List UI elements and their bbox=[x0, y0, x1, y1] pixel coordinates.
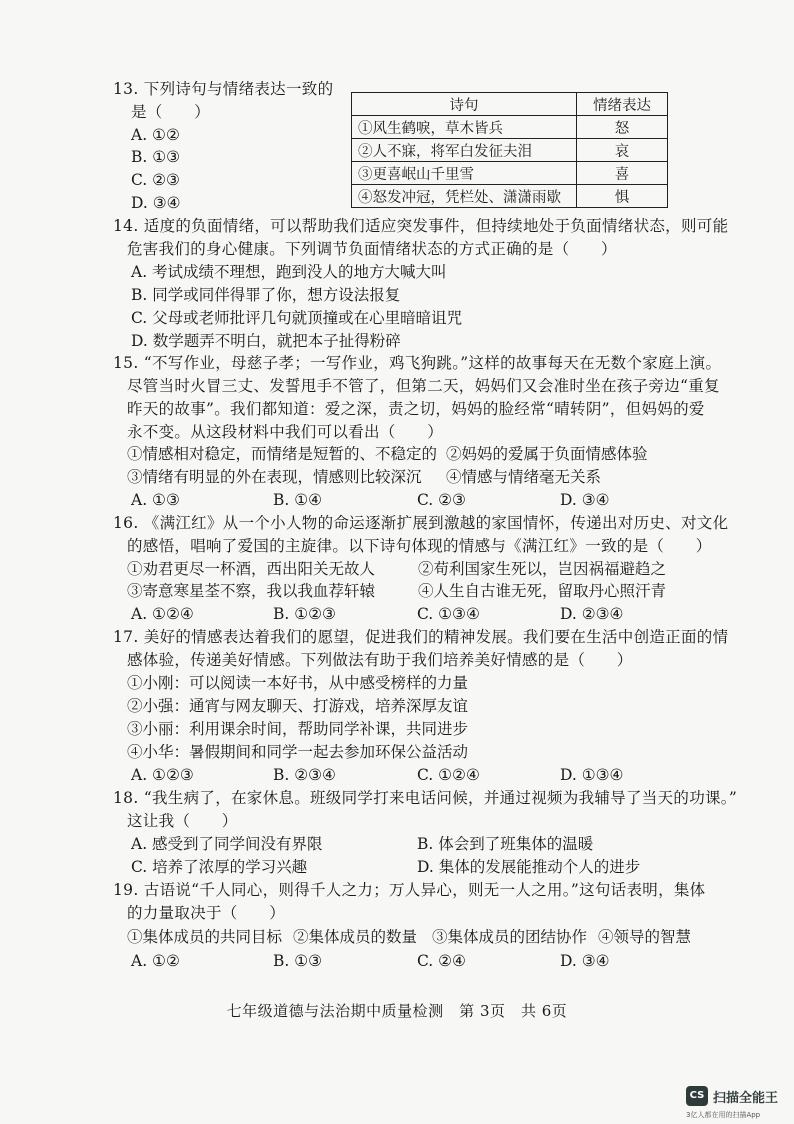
q15-statement-1: ①情感相对稳定，而情绪是短暂的、不稳定的 bbox=[127, 445, 438, 463]
q19-option-c: C. ②④ bbox=[417, 952, 466, 970]
table-row bbox=[352, 185, 668, 208]
q14-option-a: A. 考试成绩不理想，跑到没人的地方大喊大叫 bbox=[131, 263, 447, 281]
q16-statement-2: ②苟利国家生死以，岂因祸福避趋之 bbox=[418, 560, 667, 578]
q18-stem-line: 18. “我生病了，在家休息。班级同学打来电话问候，并通过视频为我辅导了当天的功课。” bbox=[113, 789, 738, 807]
q18-option-c: C. 培养了浓厚的学习兴趣 bbox=[131, 858, 308, 876]
q19-stem-line: 的力量取决于（ ） bbox=[127, 904, 286, 922]
q17-stem-line: 感体验，传递美好情感。下列做法有助于我们培养美好情感的是（ ） bbox=[127, 651, 633, 669]
q17-option-d: D. ①③④ bbox=[560, 766, 624, 784]
q15-statement-4: ④情感与情绪毫无关系 bbox=[446, 468, 602, 486]
table-row bbox=[352, 116, 668, 139]
q16-statement-1: ①劝君更尽一杯酒，西出阳关无故人 bbox=[127, 560, 376, 578]
scanner-watermark bbox=[686, 1084, 786, 1120]
q14-option-b: B. 同学或同伴得罪了你，想方设法报复 bbox=[131, 286, 401, 304]
q19-option-d: D. ③④ bbox=[560, 952, 610, 970]
q16-stem-line: 的感悟，唱响了爱国的主旋律。以下诗句体现的情感与《满江红》一致的是（ ） bbox=[127, 537, 712, 555]
q14-stem-line: 危害我们的身心健康。下列调节负面情绪状态的方式正确的是（ ） bbox=[127, 240, 617, 258]
table-row bbox=[352, 162, 668, 185]
q17-option-a: A. ①②③ bbox=[131, 766, 194, 784]
q16-option-d: D. ②③④ bbox=[560, 605, 624, 623]
table-header-poem: 诗句 bbox=[352, 93, 577, 116]
q19-statement-1: ①集体成员的共同目标 bbox=[127, 928, 283, 946]
q16-statement-4: ④人生自古谁无死，留取丹心照汗青 bbox=[418, 582, 667, 600]
q15-stem-line: 永不变。从这段材料中我们可以看出（ ） bbox=[127, 423, 444, 441]
q16-stem-line: 16. 《满江红》从一个小人物的命运逐渐扩展到激越的家国情怀，传递出对历史、对文化 bbox=[113, 514, 729, 532]
q15-statement-2: ②妈妈的爱属于负面情感体验 bbox=[446, 445, 648, 463]
q15-stem-line: 15. “不写作业，母慈子孝；一写作业，鸡飞狗跳。”这样的故事每天在无数个家庭上演。 bbox=[113, 354, 722, 372]
q18-option-a: A. 感受到了同学间没有界限 bbox=[131, 835, 323, 853]
q15-stem-line: 尽管当时火冒三丈、发誓甩手不管了，但第二天，妈妈们又会准时坐在孩子旁边“重复 bbox=[127, 377, 720, 395]
q15-option-a: A. ①③ bbox=[131, 491, 180, 509]
q15-option-c: C. ②③ bbox=[417, 491, 466, 509]
q13-stem-line: 13. 下列诗句与情绪表达一致的 bbox=[113, 80, 334, 98]
q17-statement-2: ②小强：通宵与网友聊天、打游戏，培养深厚友谊 bbox=[127, 697, 469, 715]
q19-statement-2: ②集体成员的数量 bbox=[293, 928, 418, 946]
table-cell-poem: ②人不寐，将军白发征夫泪 bbox=[352, 139, 577, 162]
q13-option-b: B. ①③ bbox=[131, 148, 181, 166]
table-cell-emotion: 哀 bbox=[577, 139, 668, 162]
q19-statement-4: ④领导的智慧 bbox=[598, 928, 692, 946]
q15-option-b: B. ①④ bbox=[273, 491, 323, 509]
watermark-brand: 扫描全能王 bbox=[713, 1091, 779, 1106]
table-header-emotion: 情绪表达 bbox=[577, 93, 668, 116]
table-row bbox=[352, 139, 668, 162]
q17-statement-3: ③小丽：利用课余时间，帮助同学补课，共同进步 bbox=[127, 720, 469, 738]
q17-statement-1: ①小刚：可以阅读一本好书，从中感受榜样的力量 bbox=[127, 674, 469, 692]
q17-option-b: B. ②③④ bbox=[273, 766, 336, 784]
q14-option-c: C. 父母或老师批评几句就顶撞或在心里暗暗诅咒 bbox=[131, 309, 463, 327]
q17-option-c: C. ①②④ bbox=[417, 766, 480, 784]
q16-option-c: C. ①③④ bbox=[417, 605, 480, 623]
q13-stem-line: 是（ ） bbox=[131, 103, 211, 121]
watermark-tagline: 3亿人都在用的扫描App bbox=[686, 1111, 761, 1119]
q16-statement-3: ③寄意寒星荃不察，我以我血荐轩辕 bbox=[127, 582, 376, 600]
camscanner-logo-icon: CS bbox=[686, 1086, 708, 1106]
q16-option-b: B. ①②③ bbox=[273, 605, 336, 623]
q18-option-d: D. 集体的发展能推动个人的进步 bbox=[417, 858, 641, 876]
q19-stem-line: 19. 古语说“千人同心，则得千人之力；万人异心，则无一人之用。”这句话表明，集体 bbox=[113, 881, 706, 899]
table-cell-poem: ③更喜岷山千里雪 bbox=[352, 162, 577, 185]
q17-statement-4: ④小华：暑假期间和同学一起去参加环保公益活动 bbox=[127, 743, 469, 761]
q13-option-c: C. ②③ bbox=[131, 171, 180, 189]
q14-stem-line: 14. 适度的负面情绪，可以帮助我们适应突发事件，但持续地处于负面情绪状态，则可能 bbox=[113, 217, 729, 235]
table-cell-emotion: 喜 bbox=[577, 162, 668, 185]
table-header-row bbox=[352, 93, 668, 116]
table-cell-emotion: 怒 bbox=[577, 116, 668, 139]
page-footer: 七年级道德与法治期中质量检测 第 3页 共 6页 bbox=[226, 1002, 568, 1020]
q15-stem-line: 昨天的故事”。我们都知道：爱之深，责之切，妈妈的脸经常“晴转阴”，但妈妈的爱 bbox=[127, 400, 705, 418]
poem-emotion-table bbox=[351, 92, 668, 208]
q18-stem-line: 这让我（ ） bbox=[127, 812, 238, 830]
q19-statement-3: ③集体成员的团结协作 bbox=[432, 928, 588, 946]
table-cell-poem: ①风生鹤唳，草木皆兵 bbox=[352, 116, 577, 139]
q16-option-a: A. ①②④ bbox=[131, 605, 194, 623]
q14-option-d: D. 数学题弄不明白，就把本子扯得粉碎 bbox=[131, 332, 401, 350]
q18-option-b: B. 体会到了班集体的温暖 bbox=[417, 835, 594, 853]
q17-stem-line: 17. 美好的情感表达着我们的愿望，促进我们的精神发展。我们要在生活中创造正面的情 bbox=[113, 628, 729, 646]
q15-option-d: D. ③④ bbox=[560, 491, 610, 509]
table-cell-poem: ④怒发冲冠，凭栏处、潇潇雨歇 bbox=[352, 185, 577, 208]
q13-option-d: D. ③④ bbox=[131, 194, 181, 212]
q19-option-b: B. ①③ bbox=[273, 952, 323, 970]
q19-option-a: A. ①② bbox=[131, 952, 180, 970]
q13-option-a: A. ①② bbox=[131, 126, 180, 144]
q15-statement-3: ③情绪有明显的外在表现，情感则比较深沉 bbox=[127, 468, 422, 486]
table-cell-emotion: 惧 bbox=[577, 185, 668, 208]
